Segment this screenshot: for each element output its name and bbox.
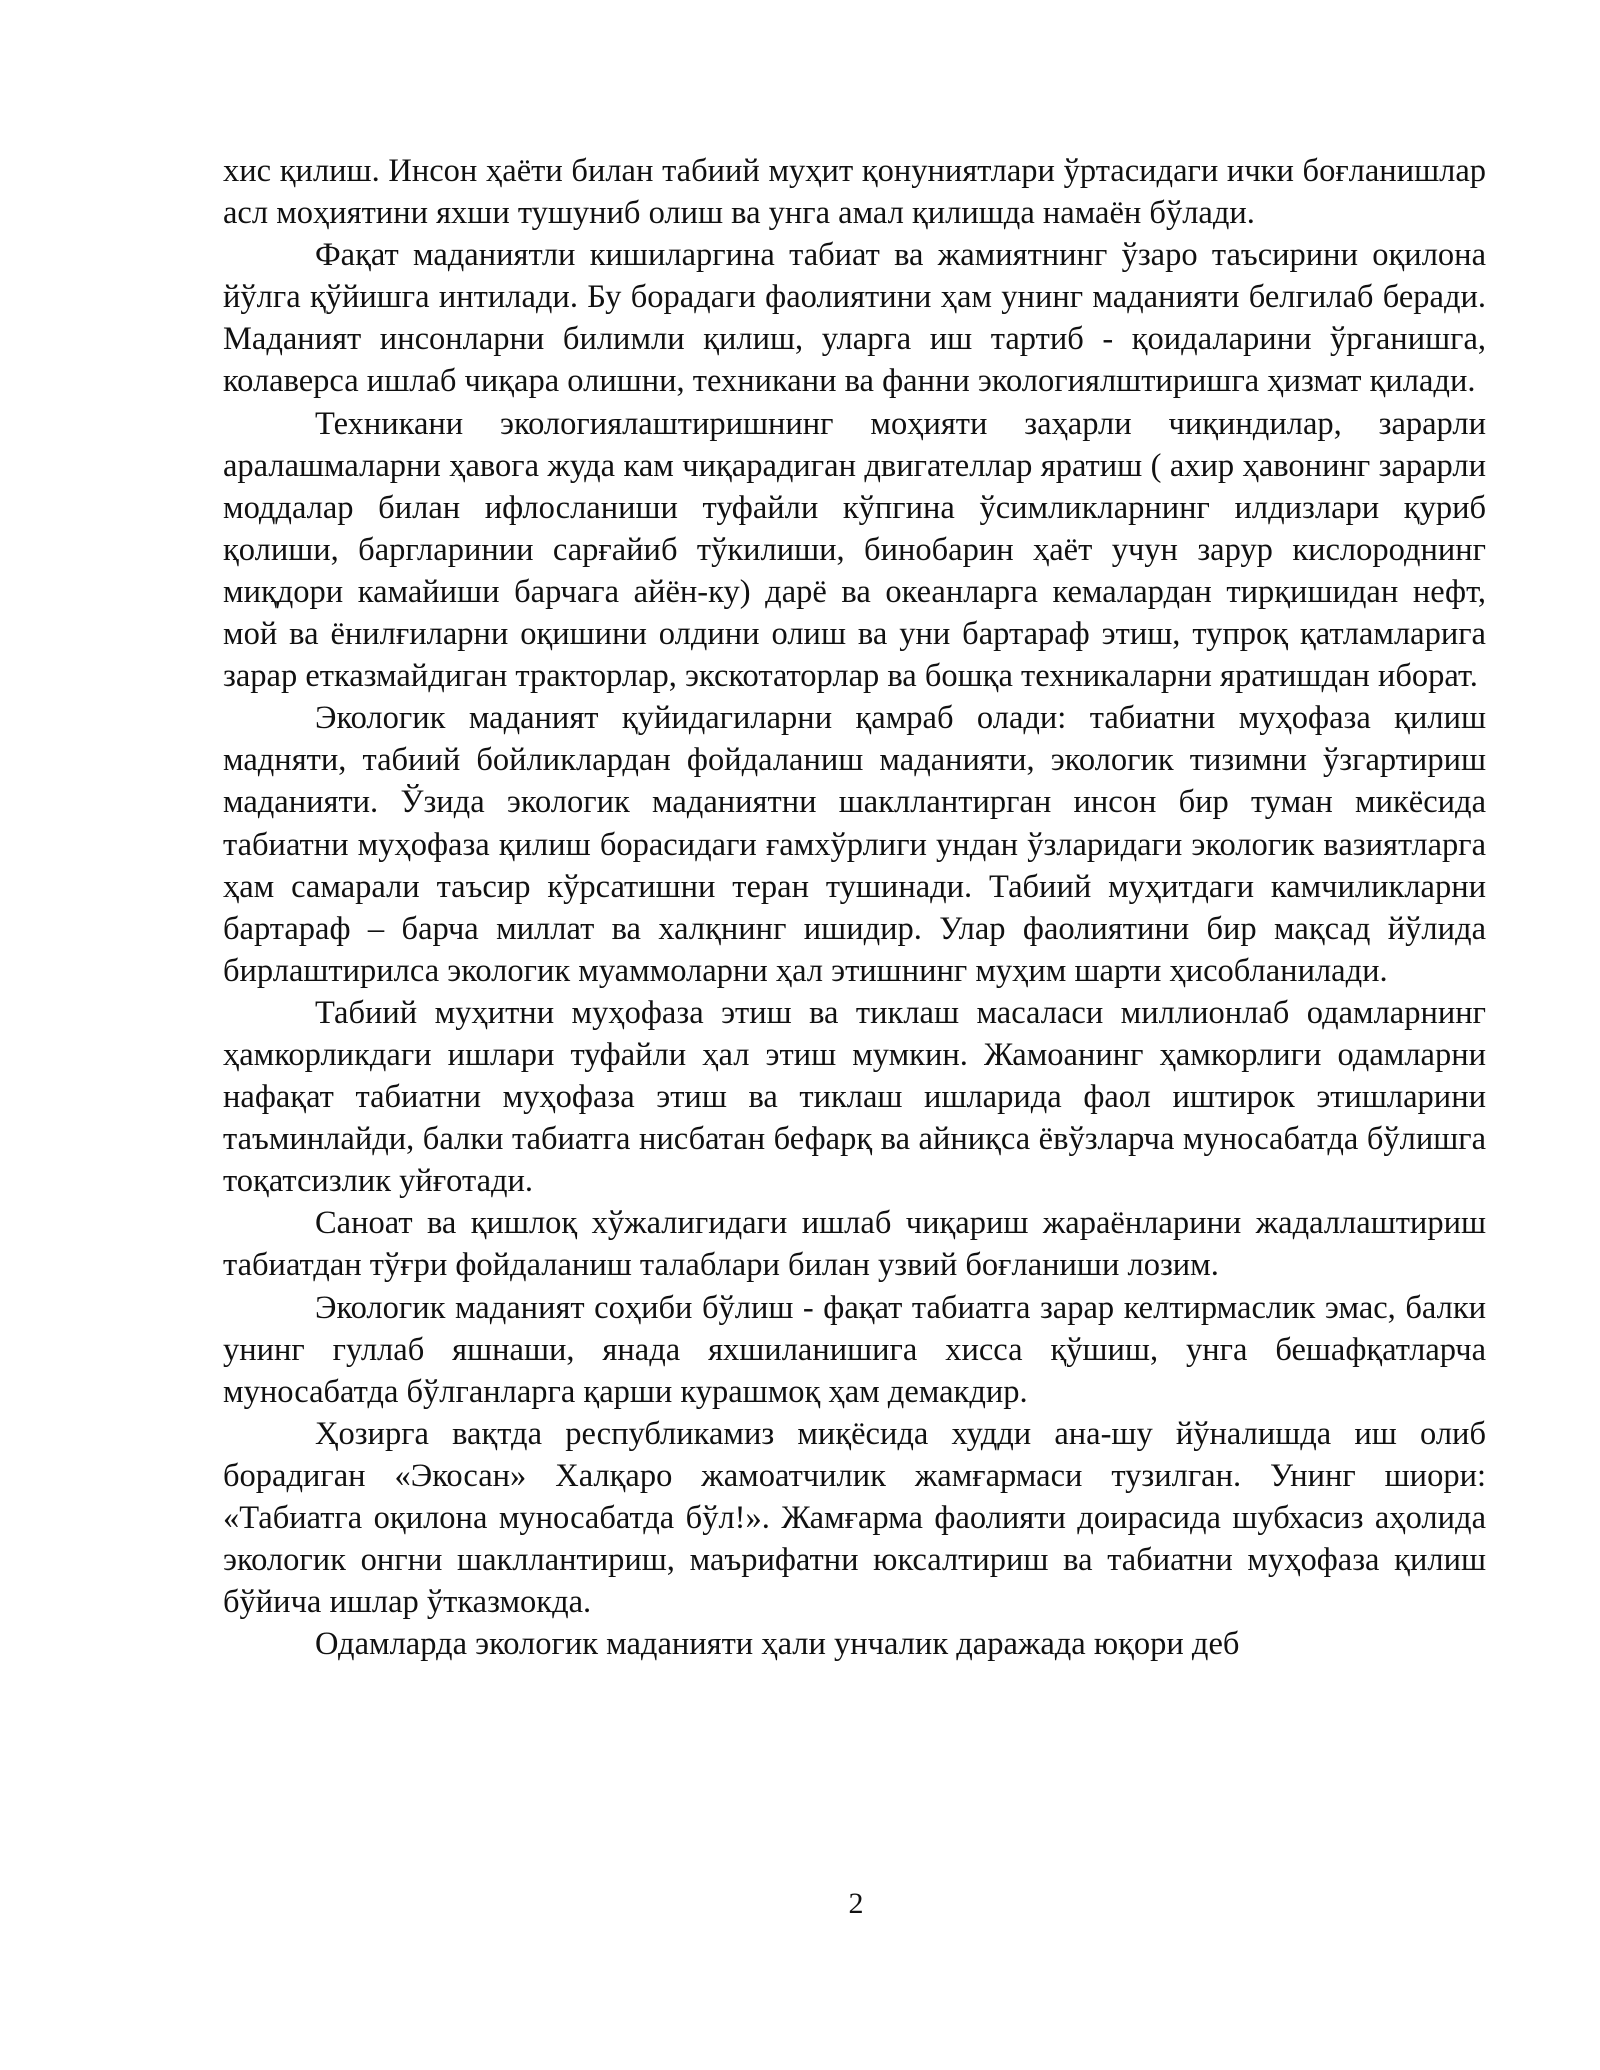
page-number: 2 — [848, 1887, 864, 1920]
paragraph-4: Экологик маданият қуйидагиларни қамраб олади: табиатни муҳофаза қилиш мадняти, табиий бойликлардан фойдаланиш маданияти, экологик тизимни ўзгартириш маданияти. Ўзида экологик маданиятни шакллантирган инсон бир туман микёсида табиатни муҳофаза қилиш борасидаги ғамхўрлиги ундан ўзларидаги экологик вазиятларга ҳам самарали таъсир кўрсатишни теран тушинади. Табиий муҳитдаги камчиликларни бартараф – барча миллат ва халқнинг ишидир. Улар фаолиятини бир мақсад йўлида бирлаштирилса экологик муаммоларни ҳал этишнинг муҳим шарти ҳисобланилади. — [223, 700, 1486, 989]
paragraph-5: Табиий муҳитни муҳофаза этиш ва тиклаш масаласи миллионлаб одамларнинг ҳамкорликдаги ишлари туфайли ҳал этиш мумкин. Жамоанинг ҳамкорлиги одамларни нафақат табиатни муҳофаза этиш ва тиклаш ишларида фаол иштирок этишларини таъминлайди, балки табиатга нисбатан бефарқ ва айниқса ёвўзларча муносабатда бўлишга тоқатсизлик уйғотади. — [223, 994, 1486, 1200]
paragraph-2: Фақат маданиятли кишиларгина табиат ва жамиятнинг ўзаро таъсирини оқилона йўлга қўйишга интилади. Бу борадаги фаолиятини ҳам унинг маданияти белгилаб беради. Маданият инсонларни билимли қилиш, уларга иш тартиб - қоидаларини ўрганишга, колаверса ишлаб чиқара олишни, техникани ва фанни экологиялштиришга ҳизмат қилади. — [223, 237, 1486, 400]
paragraph-8: Ҳозирга вақтда республикамиз миқёсида худди ана-шу йўналишда иш олиб борадиган «Экосан» Халқаро жамоатчилик жамғармаси тузилган. Унинг шиори: «Табиатга оқилона муносабатда бўл!». Жамғарма фаолияти доирасида шубхасиз аҳолида экологик онгни шакллантириш, маърифатни юксалтириш ва табиатни муҳофаза қилиш бўйича ишлар ўтказмокда. — [223, 1415, 1486, 1621]
paragraph-3: Техникани экологиялаштиришнинг моҳияти заҳарли чиқиндилар, зарарли аралашмаларни ҳавога жуда кам чиқарадиган двигателлар яратиш ( ахир ҳавонинг зарарли моддалар билан ифлосланиши туфайли кўпгина ўсимликларнинг илдизлари қуриб қолиши, баргларинии сарғайиб тўкилиши, бинобарин ҳаёт учун зарур кислороднинг миқдори камайиши барчага айён-ку) дарё ва океанларга кемалардан тирқишидан нефт, мой ва ёнилғиларни оқишини олдини олиш ва уни бартараф этиш, тупроқ қатламларига зарар етказмайдиган тракторлар, экскотаторлар ва бошқа техникаларни яратишдан иборат. — [223, 405, 1486, 695]
paragraph-9: Одамларда экологик маданияти ҳали унчалик даражада юқори деб — [315, 1626, 1240, 1663]
document-body — [223, 150, 1486, 1665]
paragraph-7: Экологик маданият соҳиби бўлиш - фақат табиатга зарар келтирмаслик эмас, балки унинг гуллаб яшнаши, янада яхшиланишига хисса қўшиш, унга бешафқатларча муносабатда бўлганларга қарши курашмоқ ҳам демакдир. — [223, 1289, 1486, 1410]
paragraph-1: хис қилиш. Инсон ҳаёти билан табиий муҳит қонуниятлари ўртасидаги ички боғланишлар асл моҳиятини яхши тушуниб олиш ва унга амал қилишда намаён бўлади. — [223, 153, 1486, 232]
paragraph-6: Саноат ва қишлоқ хўжалигидаги ишлаб чиқариш жараёнларини жадаллаштириш табиатдан тўғри фойдаланиш талаблари билан узвий боғланиши лозим. — [223, 1205, 1486, 1284]
